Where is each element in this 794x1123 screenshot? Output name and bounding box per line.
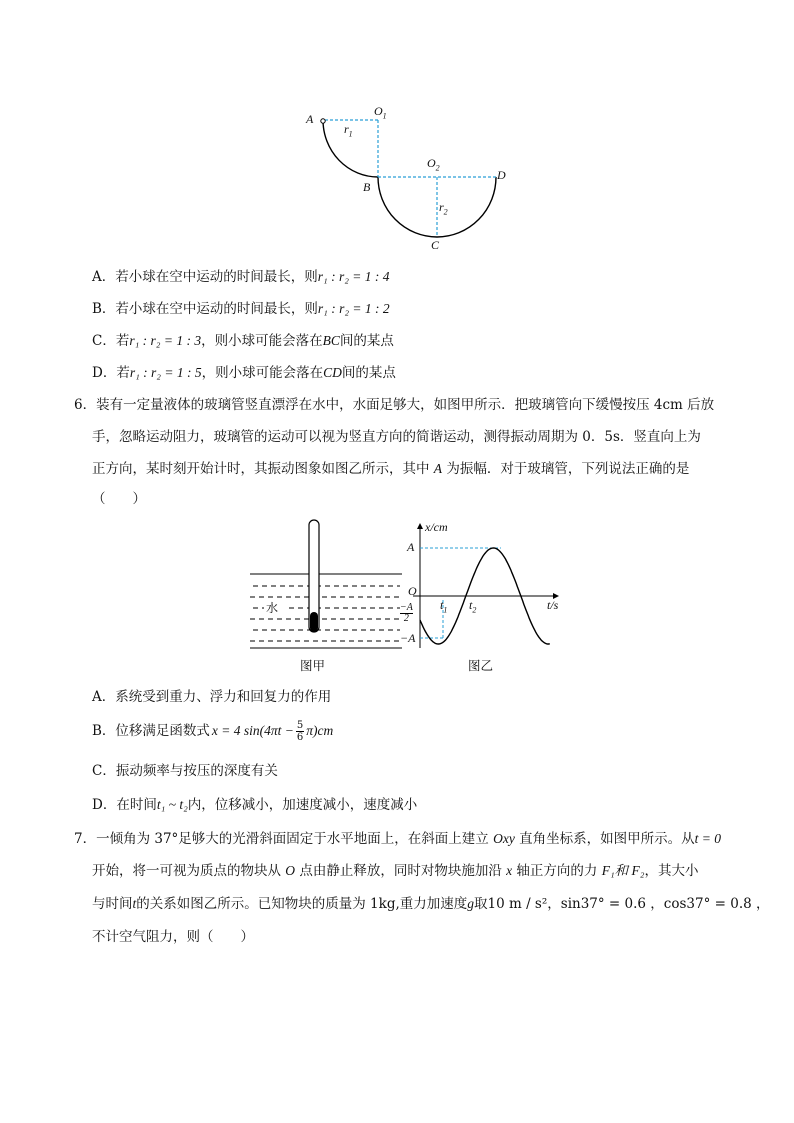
label-b: B [363, 180, 371, 194]
tick-a: A [407, 540, 415, 554]
q7-text-line3: 与时间t的关系如图乙所示。已知物块的质量为 1kg,重力加速度g取10 m / s²，sin37° = 0.6 ，cos37° = 0.8 ， [92, 896, 770, 912]
q6-text-line2: 手，忽略运动阻力，玻璃管的运动可以视为竖直方向的简谐运动，测得振动周期为 0．5s．竖直向上为 [92, 429, 701, 445]
q6-text-line3: 正方向，某时刻开始计时，其振动图象如图乙所示，其中 A 为振幅．对于玻璃管，下列说法正确的是 [92, 461, 690, 477]
water-label: 水 [266, 601, 279, 615]
label-r1: $r_1$ [344, 122, 353, 139]
origin-label: O [408, 584, 417, 598]
q6-answer-blank: （ ） [92, 491, 146, 507]
q5-option-b[interactable]: B．若小球在空中运动的时间最长，则r₁ : r₂ = 1 : 2 [92, 301, 390, 317]
tick-t1: $t_1$ [440, 598, 448, 615]
caption-yi: 图乙 [468, 658, 494, 673]
oscillation-graph [395, 520, 570, 655]
label-c: C [431, 238, 440, 252]
label-d: D [497, 168, 506, 182]
q5-option-a[interactable]: A．若小球在空中运动的时间最长，则r₁ : r₂ = 1 : 4 [92, 269, 390, 285]
q7-text-line2: 开始，将一可视为质点的物块从 O 点由静止释放，同时对物块施加沿 x 轴正方向的力 F₁和 F₂，其大小 [92, 863, 699, 879]
q6-option-c[interactable]: C．振动频率与按压的深度有关 [92, 763, 278, 779]
label-o1: $O_1$ [374, 104, 387, 121]
tick-neg-a: −A [400, 631, 416, 645]
label-r2: $r_2$ [439, 200, 448, 217]
semicircle-figure [300, 100, 520, 260]
q6-text-line1: 6．装有一定量液体的玻璃管竖直漂浮在水中，水面足够大，如图甲所示．把玻璃管向下缓慢按压 4cm 后放 [74, 397, 715, 413]
q6-option-b[interactable]: B．位移满足函数式 x = 4 sin(4πt − $\frac{5}{6}$ π)cm [92, 720, 334, 743]
label-a: A [306, 112, 314, 126]
figure-jia [250, 518, 405, 678]
q5-option-d[interactable]: D．若r₁ : r₂ = 1 : 5，则小球可能会落在CD间的某点 [92, 365, 396, 381]
y-axis-label: x/cm [425, 520, 448, 534]
tube-liquid [310, 612, 318, 632]
figure-yi [395, 520, 570, 678]
tick-t2: $t_2$ [469, 598, 477, 615]
caption-jia: 图甲 [300, 658, 326, 673]
semicircle-diagram [300, 100, 520, 260]
ball-icon [321, 119, 325, 123]
x-axis-label: t/s [547, 598, 559, 612]
tick-half-neg-a: −A 2 [400, 602, 413, 624]
q6-option-d[interactable]: D．在时间t₁ ~ t₂内，位移减小，加速度减小，速度减小 [92, 797, 418, 813]
tube-in-water-diagram [250, 518, 405, 653]
q7-text-line4: 不计空气阻力，则（ ） [92, 929, 254, 945]
q5-option-c[interactable]: C．若r₁ : r₂ = 1 : 3，则小球可能会落在BC间的某点 [92, 333, 394, 349]
label-o2: $O_2$ [427, 156, 440, 173]
fraction-5-6: $\frac{5}{6}$ [296, 720, 304, 743]
q6-option-a[interactable]: A．系统受到重力、浮力和回复力的作用 [92, 689, 332, 705]
q7-text-line1: 7．一倾角为 37°足够大的光滑斜面固定于水平地面上，在斜面上建立 Oxy 直角坐标系，如图甲所示。从t = 0 [74, 831, 722, 847]
